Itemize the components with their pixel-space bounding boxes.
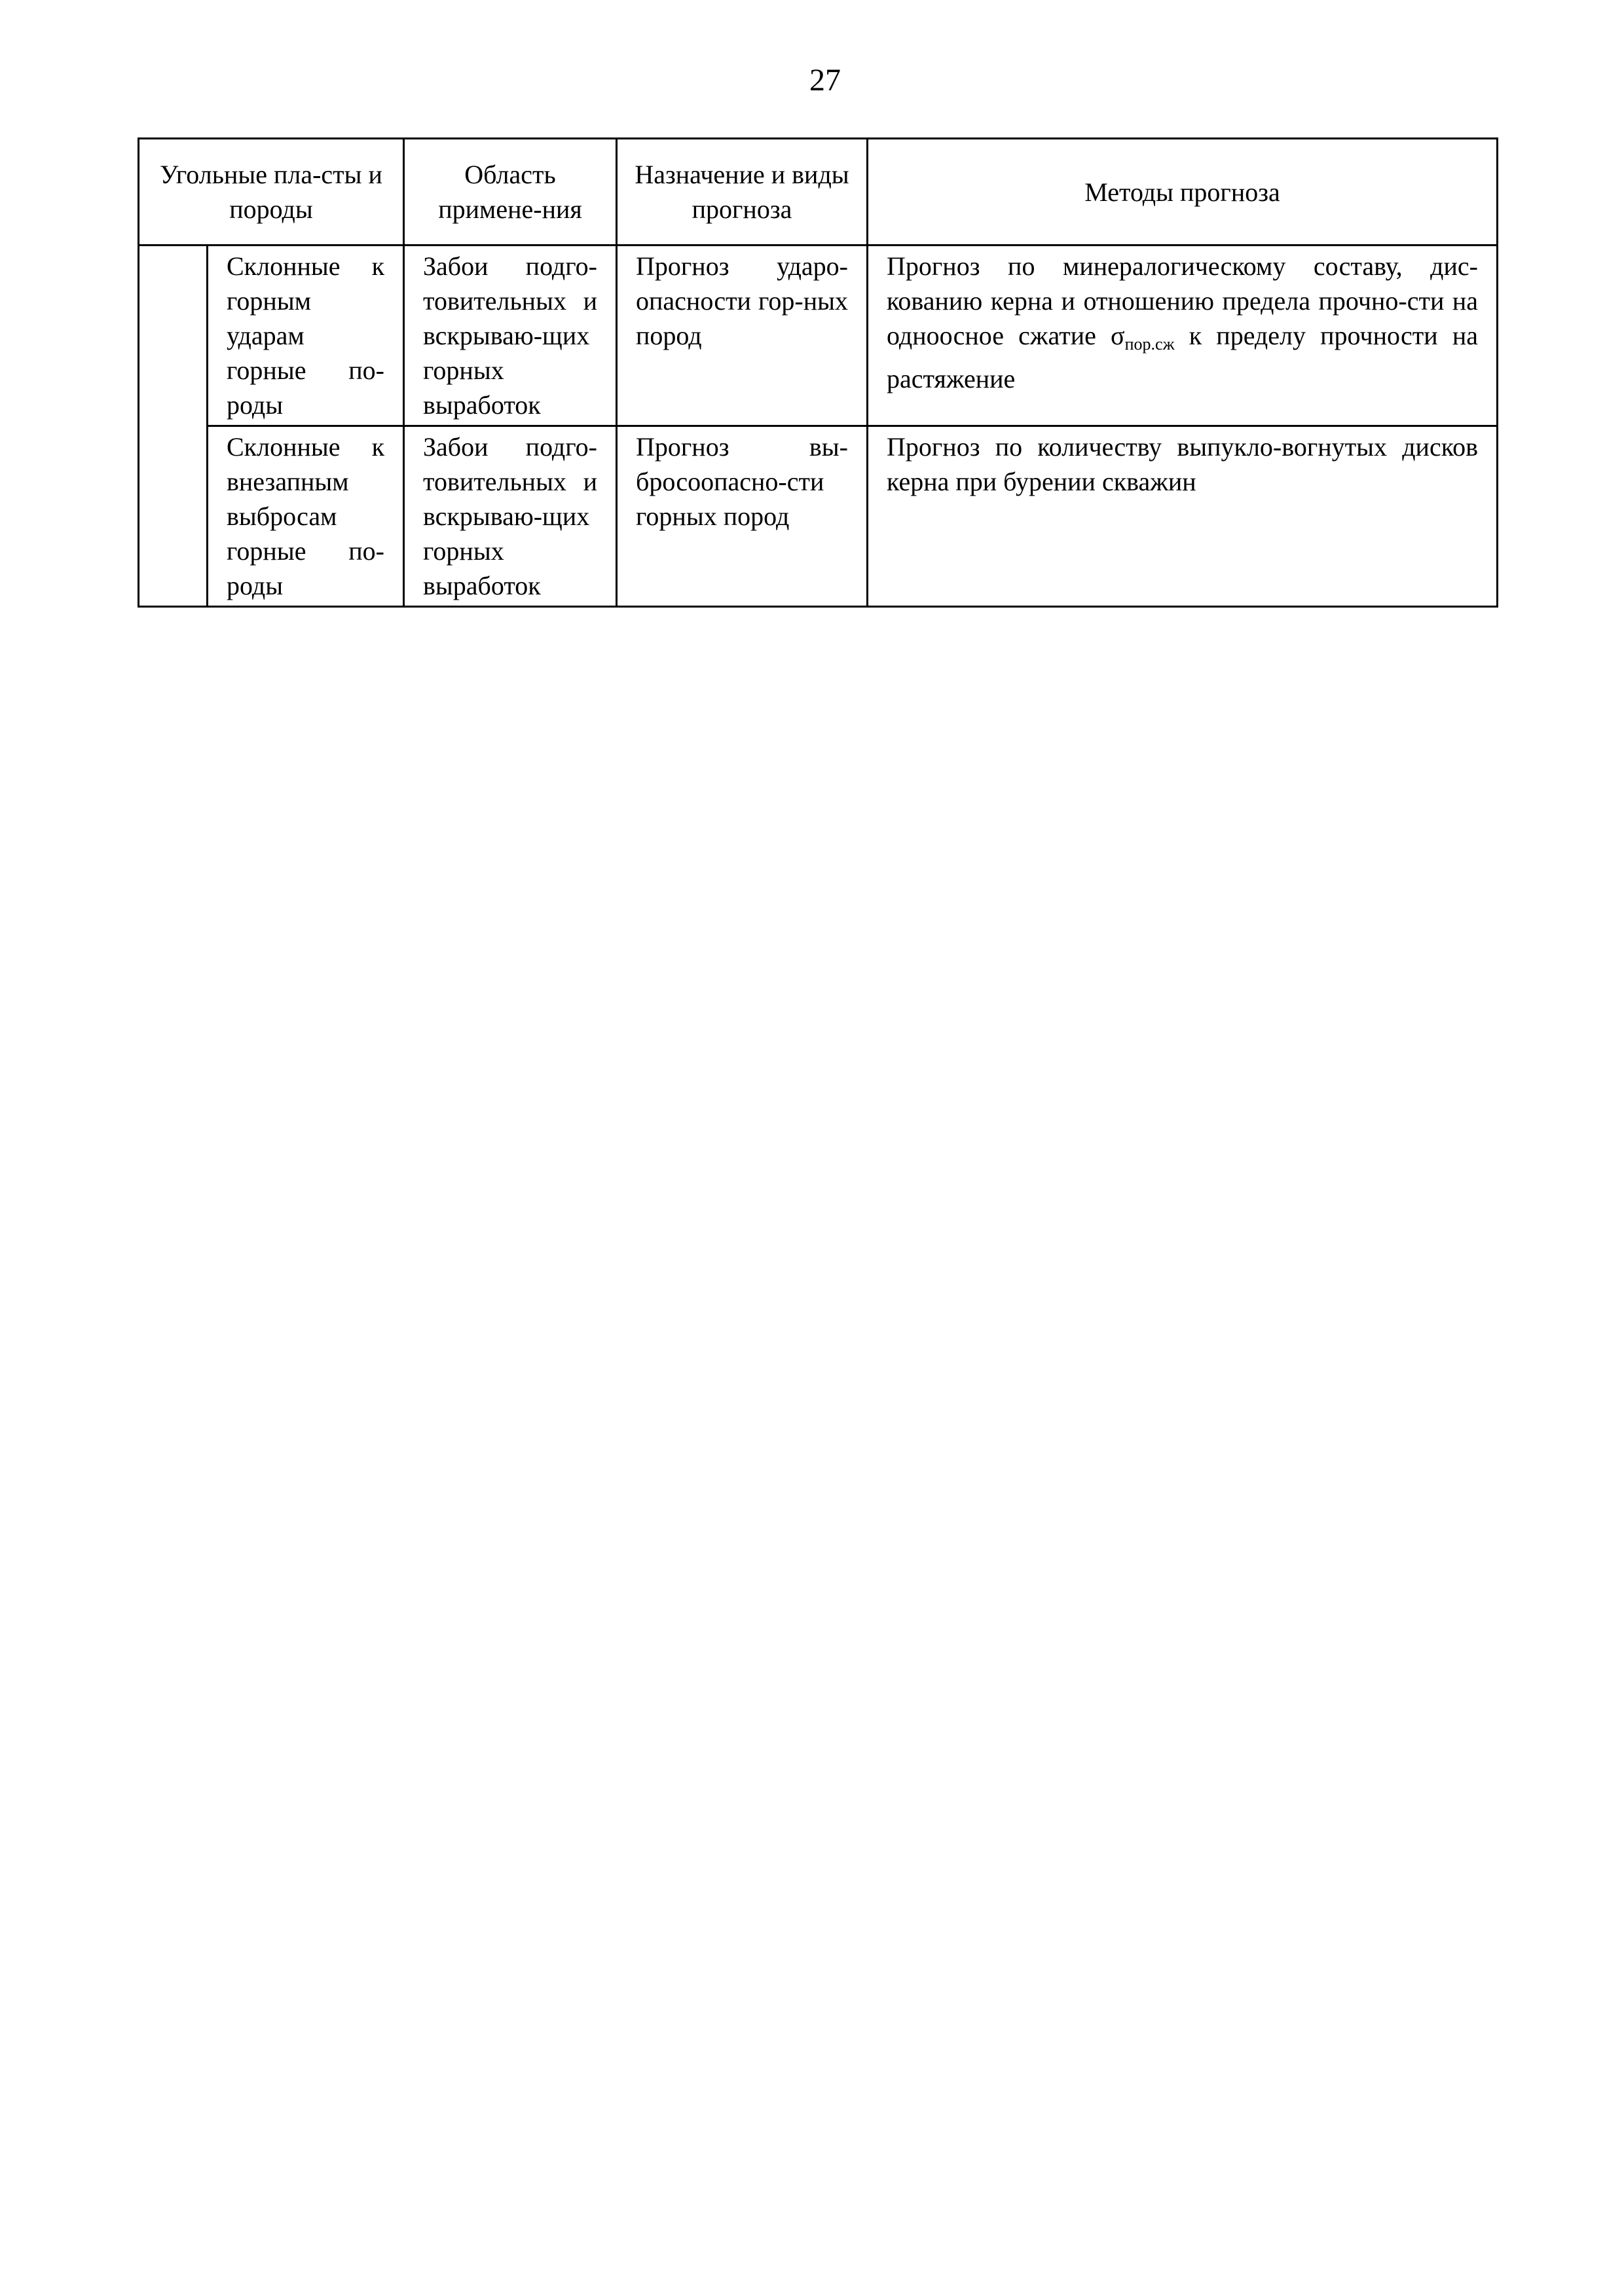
header-forecast-methods: Методы прогноза — [868, 139, 1498, 246]
forecast-methods-table — [138, 137, 1498, 608]
method-text-tail: к пределу прочности на растяжение — [887, 321, 1478, 393]
page-number: 27 — [809, 63, 841, 98]
application-area-cell: Забои подго-товительных и вскрываю-щих горных выработок — [404, 246, 617, 426]
application-area-cell: Забои подго-товительных и вскрываю-щих горных выработок — [404, 426, 617, 607]
table-header-row — [139, 139, 1498, 246]
group-spacer-cell — [139, 246, 208, 607]
forecast-purpose-cell: Прогноз вы-бросоопасно-сти горных пород — [617, 426, 868, 607]
forecast-method-cell — [868, 246, 1498, 426]
rock-type-cell: Склонные к горным ударам горные по-роды — [208, 246, 404, 426]
table-row — [139, 246, 1498, 426]
rock-type-cell: Склонные к внезапным выбросам горные по-роды — [208, 426, 404, 607]
header-coal-seams-and-rocks: Угольные пла-сты и породы — [139, 139, 404, 246]
forecast-method-cell: Прогноз по количеству выпукло-вогнутых дисков керна при бурении скважин — [868, 426, 1498, 607]
header-forecast-purpose: Назначение и виды прогноза — [617, 139, 868, 246]
sigma-subscript: пор.сж — [1124, 335, 1175, 354]
forecast-purpose-cell: Прогноз ударо-опасности гор-ных пород — [617, 246, 868, 426]
header-application-area: Область примене-ния — [404, 139, 617, 246]
method-text: Прогноз по минералогическому составу, дис-кованию керна и отношению предела прочно-сти на одноосное сжатие σ — [887, 251, 1478, 350]
table-row — [139, 426, 1498, 607]
